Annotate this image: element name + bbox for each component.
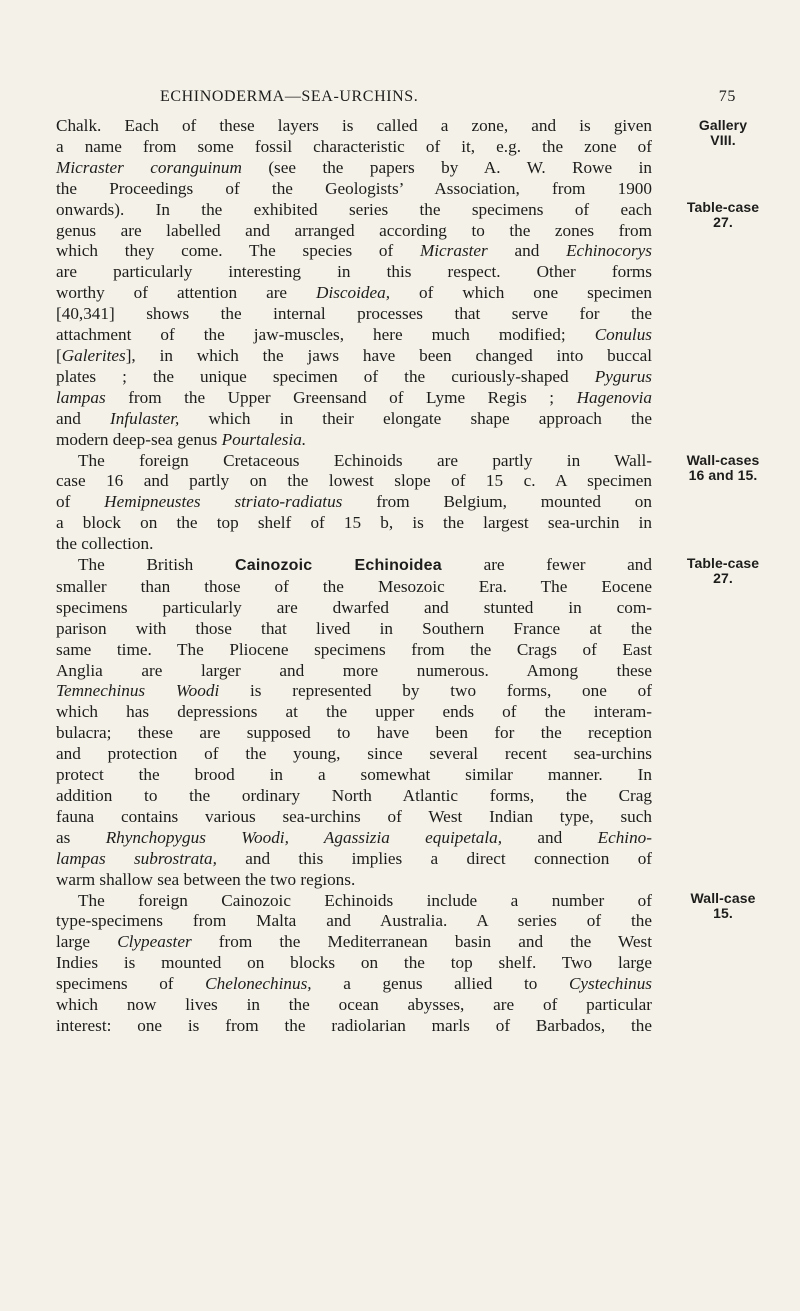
text-line: modern deep-sea genus Pourtalesia. — [56, 429, 307, 449]
text-line: The foreign Cretaceous Echinoids are partly in Wall- — [78, 450, 652, 470]
text-line: The British Cainozoic Echinoidea are fewer and — [78, 555, 652, 575]
text-line: worthy of attention are Discoidea, of which one specimen — [56, 283, 652, 303]
text-line: the collection. — [56, 534, 154, 554]
text-line: specimens particularly are dwarfed and stunted in com- — [56, 597, 652, 617]
text-line: bulacra; these are supposed to have been for the reception — [56, 723, 652, 743]
text-line: genus are labelled and arranged according to the zones from — [56, 220, 652, 240]
text-line: type-specimens from Malta and Australia. A series of the — [56, 911, 652, 931]
text-line: lampas from the Upper Greensand of Lyme Regis ; Hagenovia — [56, 387, 652, 407]
margin-note-wall-case: Wall-case 15. — [690, 890, 756, 921]
text-line: a block on the top shelf of 15 b, is the largest sea-urchin in — [56, 513, 652, 533]
text-line: which has depressions at the upper ends of the interam- — [56, 702, 652, 722]
text-line: Micraster coranguinum (see the papers by A. W. Rowe in — [56, 157, 652, 177]
text-line: attachment of the jaw-muscles, here much modified; Conulus — [56, 325, 652, 345]
text-line: same time. The Pliocene specimens from the Crags of East — [56, 639, 652, 659]
text-line: lampas subrostrata, and this implies a direct connection of — [56, 848, 653, 868]
text-line: fauna contains various sea-urchins of West Indian type, such — [56, 806, 652, 826]
margin-note-table-case: Table-case 27. — [686, 555, 760, 586]
text-line: Indies is mounted on blocks on the top shelf. Two large — [56, 953, 652, 973]
body-text — [56, 116, 652, 1037]
text-line: addition to the ordinary North Atlantic forms, the Crag — [56, 786, 652, 805]
text-line: The foreign Cainozoic Echinoids include a number of — [78, 890, 652, 910]
text-line: protect the brood in a somewhat similar manner. In — [56, 765, 652, 785]
margin-note-table-case: Table-case 27. — [686, 199, 760, 230]
text-line: parison with those that lived in Southern France at the — [56, 618, 652, 638]
margin-note-gallery: Gallery VIII. — [698, 117, 748, 148]
text-line: interest: one is from the radiolarian marls of Barbados, the — [56, 1015, 652, 1035]
text-line: Chalk. Each of these layers is called a zone, and is given — [56, 116, 652, 135]
text-line: [40,341] shows the internal processes that serve for the — [56, 304, 652, 324]
text-line: smaller than those of the Mesozoic Era. The Eocene — [56, 576, 652, 596]
text-line: specimens of Chelonechinus, a genus allied to Cystechinus — [56, 974, 652, 994]
text-line: as Rhynchopygus Woodi, Agassizia equipetala, and Echino- — [56, 827, 652, 847]
running-head-title: ECHINODERMA—SEA-URCHINS. — [160, 88, 419, 105]
text-line: are particularly interesting in this respect. Other forms — [56, 262, 652, 282]
text-line: onwards). In the exhibited series the specimens of each — [56, 199, 652, 219]
text-line: case 16 and partly on the lowest slope of 15 c. A specimen — [56, 471, 652, 491]
running-head — [56, 88, 736, 114]
text-line: warm shallow sea between the two regions. — [56, 869, 356, 889]
text-line: [Galerites], in which the jaws have been changed into buccal — [56, 345, 652, 365]
margin-note-wall-cases: Wall-cases 16 and 15. — [686, 452, 760, 483]
text-line: and Infulaster, which in their elongate shape approach the — [56, 408, 653, 428]
text-line: and protection of the young, since several recent sea-urchins — [56, 744, 652, 764]
text-line: Temnechinus Woodi is represented by two forms, one of — [56, 681, 652, 701]
text-line: the Proceedings of the Geologists’ Association, from 1900 — [56, 178, 652, 198]
text-line: which now lives in the ocean abysses, are of particular — [56, 995, 652, 1015]
text-line: large Clypeaster from the Mediterranean basin and the West — [56, 932, 652, 952]
text-line: of Hemipneustes striato-radiatus from Belgium, mounted on — [56, 492, 652, 512]
text-line: a name from some fossil characteristic of it, e.g. the zone of — [56, 136, 652, 156]
text-line: plates ; the unique specimen of the curiously-shaped Pygurus — [56, 366, 652, 386]
text-line: Anglia are larger and more numerous. Among these — [56, 660, 652, 680]
page-number: 75 — [718, 88, 736, 105]
text-line: which they come. The species of Micraster and Echinocorys — [56, 241, 652, 261]
